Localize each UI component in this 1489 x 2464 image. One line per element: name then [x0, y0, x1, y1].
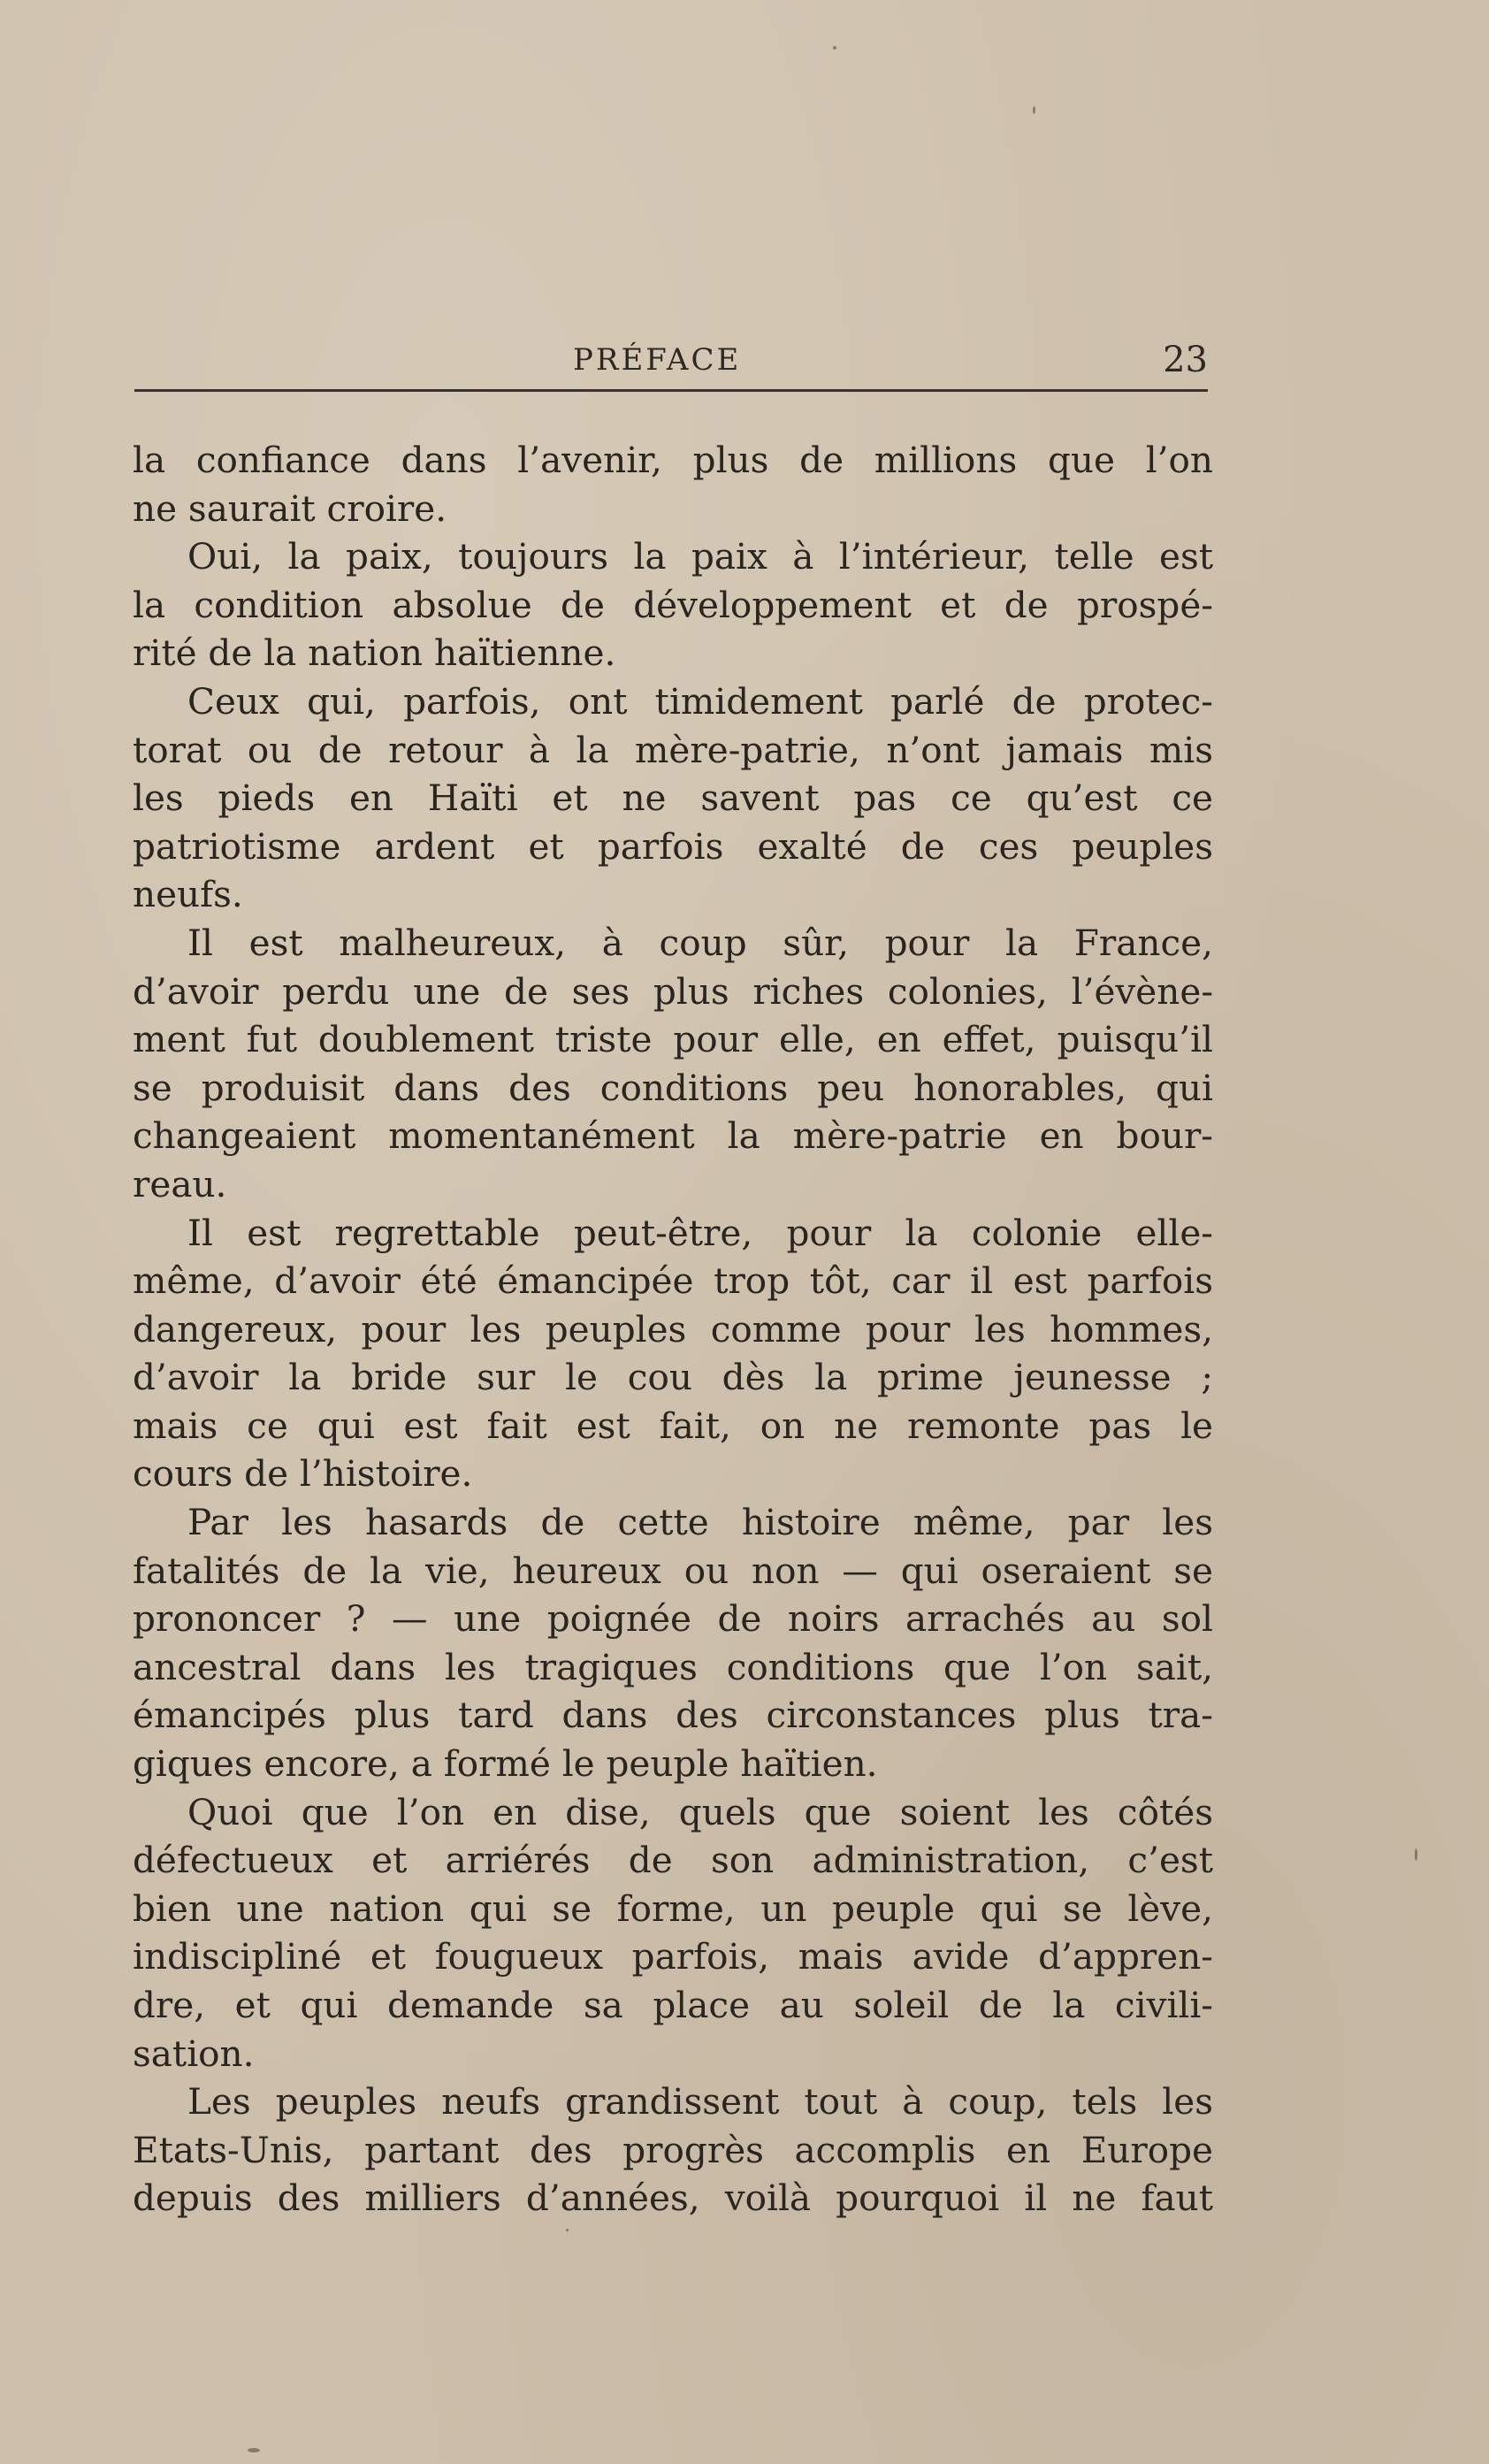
text-line: dangereux, pour les peuples comme pour les hommes,	[133, 1307, 1213, 1351]
body-text	[133, 436, 1213, 2223]
paper-speck	[833, 46, 836, 50]
text-line: Oui, la paix, toujours la paix à l’intérieur, telle est	[187, 535, 1213, 578]
text-line: prononcer ? — une poignée de noirs arrachés au sol	[133, 1597, 1213, 1641]
paper-speck	[248, 2448, 260, 2453]
text-line: rité de la nation haïtienne.	[133, 631, 616, 675]
text-line: patriotisme ardent et parfois exalté de ces peuples	[133, 824, 1213, 868]
text-line: Par les hasards de cette histoire même, par les	[187, 1501, 1213, 1544]
header-rule	[134, 389, 1208, 392]
text-line: indiscipliné et fougueux parfois, mais avide d’appren-	[133, 1935, 1213, 1978]
text-line: défectueux et arriérés de son administration, c’est	[133, 1839, 1213, 1882]
running-head	[134, 339, 1208, 388]
text-line: d’avoir perdu une de ses plus riches colonies, l’évène-	[133, 969, 1213, 1013]
text-line: sation.	[133, 2032, 255, 2075]
text-line: Ceux qui, parfois, ont timidement parlé de protec-	[187, 679, 1213, 723]
paper-speck	[566, 2229, 569, 2231]
text-line: giques encore, a formé le peuple haïtien.	[133, 1742, 878, 1786]
text-line: neufs.	[133, 873, 243, 916]
page-number: 23	[1163, 340, 1208, 380]
text-line: cours de l’histoire.	[133, 1452, 473, 1496]
text-line: mais ce qui est fait est fait, on ne remonte pas le	[133, 1404, 1213, 1447]
text-line: la condition absolue de développement et de prospé-	[133, 583, 1213, 626]
paper-speck	[1415, 1848, 1417, 1861]
text-line: Les peuples neufs grandissent tout à coup, tels les	[187, 2080, 1213, 2123]
text-line: depuis des milliers d’années, voilà pourquoi il ne faut	[133, 2177, 1213, 2220]
text-line: torat ou de retour à la mère-patrie, n’ont jamais mis	[133, 728, 1213, 771]
text-line: ancestral dans les tragiques conditions que l’on sait,	[133, 1645, 1213, 1688]
text-line: ment fut doublement triste pour elle, en effet, puisqu’il	[133, 1018, 1213, 1061]
text-line: Etats-Unis, partant des progrès accomplis en Europe	[133, 2128, 1213, 2171]
text-line: même, d’avoir été émancipée trop tôt, car il est parfois	[133, 1259, 1213, 1303]
text-line: émancipés plus tard dans des circonstances plus tra-	[133, 1694, 1213, 1737]
text-line: se produisit dans des conditions peu honorables, qui	[133, 1066, 1213, 1109]
text-line: d’avoir la bride sur le cou dès la prime jeunesse ;	[133, 1356, 1213, 1399]
text-line: Quoi que l’on en dise, quels que soient les côtés	[187, 1790, 1213, 1833]
text-line: les pieds en Haïti et ne savent pas ce qu’est ce	[133, 777, 1213, 820]
text-line: changeaient momentanément la mère-patrie en bour-	[133, 1114, 1213, 1158]
paper-speck	[1033, 106, 1035, 114]
text-line: reau.	[133, 1162, 227, 1205]
text-line: dre, et qui demande sa place au soleil de la civili-	[133, 1984, 1213, 2026]
text-line: bien une nation qui se forme, un peuple qui se lève,	[133, 1886, 1213, 1930]
text-line: Il est regrettable peut-être, pour la colonie elle-	[187, 1211, 1213, 1254]
running-head-title: PRÉFACE	[573, 342, 742, 378]
text-line: ne saurait croire.	[133, 486, 447, 530]
text-line: la confiance dans l’avenir, plus de millions que l’on	[133, 439, 1213, 481]
text-line: fatalités de la vie, heureux ou non — qui oseraient se	[133, 1549, 1213, 1592]
text-line: Il est malheureux, à coup sûr, pour la France,	[187, 921, 1213, 964]
